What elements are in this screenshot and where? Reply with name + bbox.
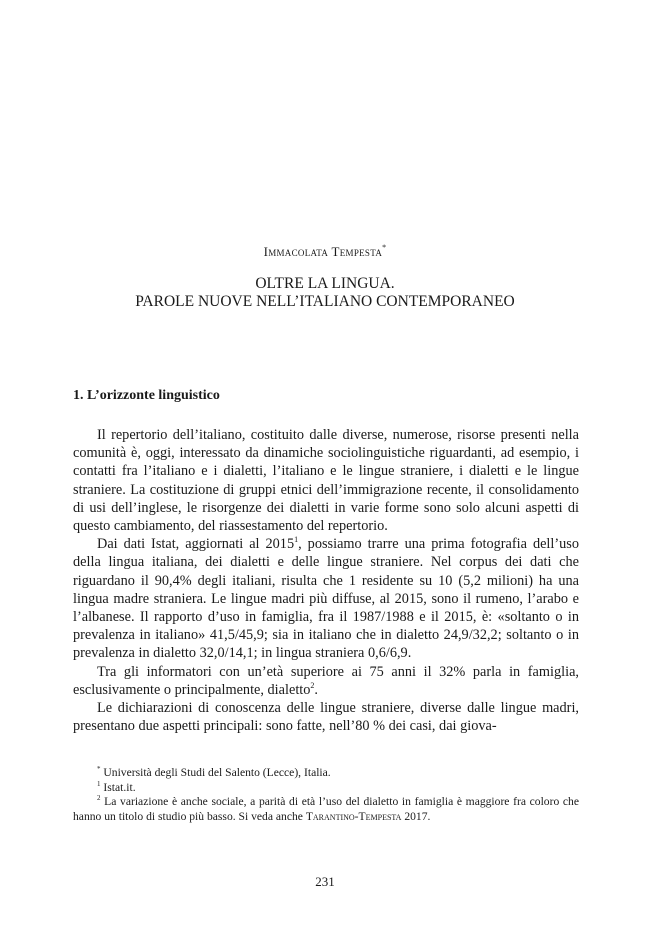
page-number: 231 bbox=[315, 874, 335, 889]
paragraph-3-start: Tra gli informatori con un’età superiore ai 75 anni il 32% parla in famiglia, esclusivamente o principalmente, dialetto bbox=[73, 663, 579, 698]
paragraph-3-end: . bbox=[314, 681, 318, 698]
article-title bbox=[0, 275, 650, 311]
footnotes bbox=[73, 766, 579, 824]
author-footnote-mark: * bbox=[382, 243, 387, 252]
footnote-0 bbox=[73, 766, 579, 781]
footnote-ref-1: 1 bbox=[294, 535, 299, 545]
body-text bbox=[73, 426, 579, 735]
title-line-2: PAROLE NUOVE NELL’ITALIANO CONTEMPORANEO bbox=[135, 293, 515, 310]
author-name: Immacolata Tempesta bbox=[263, 244, 383, 259]
paragraph-2-start: Dai dati Istat, aggiornati al 2015 bbox=[97, 536, 295, 553]
footnote-2-mark: 2 bbox=[97, 794, 101, 802]
footnote-1 bbox=[73, 781, 579, 796]
section-heading: 1. L’orizzonte linguistico bbox=[73, 388, 220, 403]
footnote-2-year: 2017. bbox=[401, 809, 431, 823]
paragraph-1: Il repertorio dell’italiano, costituito dalle diverse, numerose, risorse presenti nella comunità è, oggi, interessato da dinamiche sociolinguistiche riguardanti, ad esempio, i contatti fra l’italiano e i dialetti, l’italiano e le lingue straniere, i dialetti e le lingue straniere. La costituzione di gruppi etnici dell’immigrazione recente, il consolidamento di usi dell’inglese, le risorgenze dei dialetti in varie forme sono solo alcuni aspetti di questo cambiamento, del riassestamento del repertorio. bbox=[73, 427, 579, 535]
footnote-0-mark: * bbox=[97, 765, 101, 773]
paragraph-2-rest: , possiamo trarre una prima fotografia dell’uso della lingua italiana, dei dialetti e delle lingue straniere. Nel corpus dei dati che riguardano il 90,4% degli italiani, risulta che 1 residente su 10 (5,2 milioni) ha una lingua madre straniera. Le lingue madri più diffuse, al 2015, sono il rumeno, l’arabo e l’albanese. Il rapporto d’uso in famiglia, fra il 1987/1988 e il 2015, è: «soltanto o in prevalenza in italiano» 41,5/45,9; sia in italiano che in dialetto 24,9/32,2; soltanto o in prevalenza in dialetto 32,0/14,1; in lingua straniera 0,6/6,9. bbox=[73, 536, 579, 662]
author-line bbox=[0, 243, 650, 260]
paragraph-4: Le dichiarazioni di conoscenza delle lingue straniere, diverse dalle lingue madri, presentano due aspetti principali: sono fatte, nell’80 % dei casi, dai giova- bbox=[73, 700, 579, 735]
footnote-2 bbox=[73, 795, 579, 824]
footnote-1-text: Istat.it. bbox=[103, 780, 136, 794]
footnote-ref-2: 2 bbox=[310, 680, 315, 690]
paragraph-2 bbox=[73, 535, 579, 662]
title-line-1: OLTRE LA LINGUA. bbox=[255, 275, 395, 292]
footnote-1-mark: 1 bbox=[97, 779, 101, 788]
paragraph-3 bbox=[73, 663, 579, 699]
footnote-0-text: Università degli Studi del Salento (Lecce), Italia. bbox=[103, 766, 331, 779]
footnote-2-text: La variazione è anche sociale, a parità di età l’uso del dialetto in famiglia è maggiore fra coloro che hanno un titolo di studio più basso. Si veda anche bbox=[73, 795, 579, 823]
footnote-2-citation: Tarantino-Tempesta bbox=[305, 809, 402, 823]
